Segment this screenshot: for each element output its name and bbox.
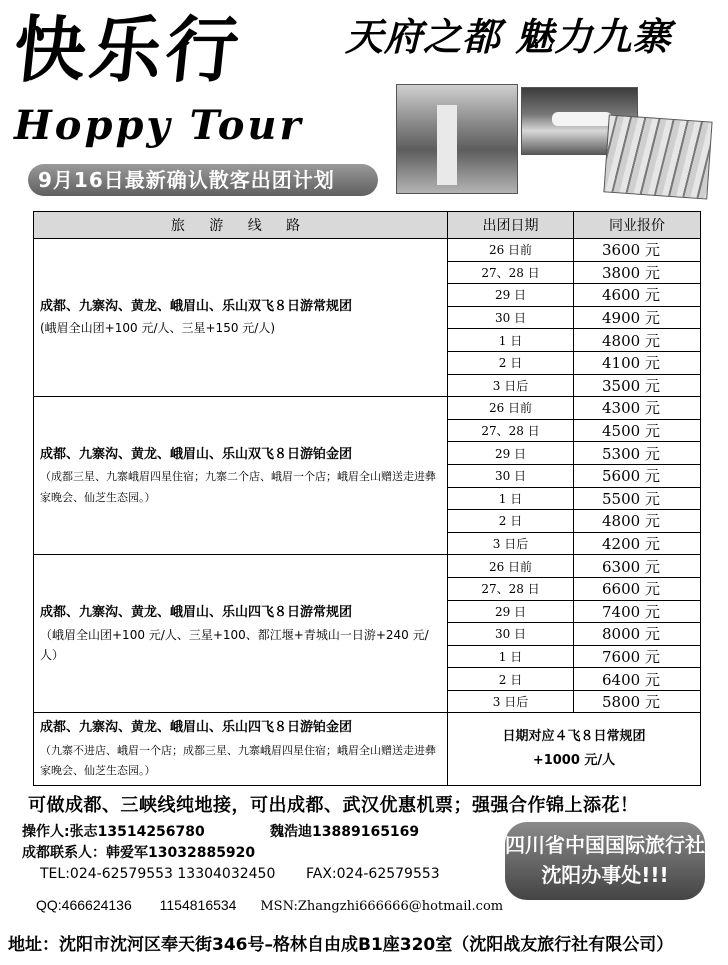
qq-number: QQ:466624136 xyxy=(36,897,132,913)
header-date: 出团日期 xyxy=(448,212,574,239)
price-cell: 3500 元 xyxy=(574,374,701,397)
route-cell xyxy=(34,713,448,785)
date-cell: 27、28 日 xyxy=(448,261,574,284)
route-name: 成都、九寨沟、黄龙、峨眉山、乐山双飞８日游常规团 xyxy=(40,299,353,315)
price-cell: 5600 元 xyxy=(574,464,701,487)
price-cell: 5300 元 xyxy=(574,442,701,465)
combined-price-cell xyxy=(448,713,701,785)
date-cell: 2 日 xyxy=(448,668,574,691)
price-cell: 4800 元 xyxy=(574,329,701,352)
operators-label: 操作人: xyxy=(22,824,70,840)
msn-address: MSN:Zhangzhi666666@hotmail.com xyxy=(260,899,504,914)
combined-price-line2: +1000 元/人 xyxy=(532,753,616,769)
date-cell: 26 日前 xyxy=(448,555,574,578)
price-cell: 6400 元 xyxy=(574,668,701,691)
date-cell: 1 日 xyxy=(448,487,574,510)
date-cell: 2 日 xyxy=(448,510,574,533)
date-cell: 1 日 xyxy=(448,645,574,668)
date-cell: 3 日后 xyxy=(448,690,574,713)
price-cell: 7600 元 xyxy=(574,645,701,668)
date-cell: 26 日前 xyxy=(448,397,574,420)
chengdu-contact: 成都联系人：韩爱军13032885920 xyxy=(22,845,256,861)
schedule-banner: 9月16日最新确认散客出团计划 xyxy=(28,164,378,196)
price-cell: 3600 元 xyxy=(574,239,701,262)
table-header-row xyxy=(34,212,701,239)
date-cell: 27、28 日 xyxy=(448,577,574,600)
header-route: 旅 游 线 路 xyxy=(34,212,448,239)
operator-2: 魏浩迪13889165169 xyxy=(270,824,420,840)
price-cell: 4600 元 xyxy=(574,284,701,307)
price-cell: 5800 元 xyxy=(574,690,701,713)
route-note: (峨眉全山团+100 元/人、三星+150 元/人) xyxy=(40,321,275,336)
header-price: 同业报价 xyxy=(574,212,701,239)
operators xyxy=(22,821,205,841)
price-cell: 8000 元 xyxy=(574,623,701,646)
price-cell: 4800 元 xyxy=(574,510,701,533)
date-cell: 3 日后 xyxy=(448,532,574,555)
table-row xyxy=(34,555,701,578)
route-name: 成都、九寨沟、黄龙、峨眉山、乐山四飞８日游常规团 xyxy=(40,605,353,621)
date-cell: 26 日前 xyxy=(448,239,574,262)
fax: FAX:024-62579553 xyxy=(306,866,440,882)
date-cell: 27、28 日 xyxy=(448,419,574,442)
telephone: TEL:024-62579553 13304032450 xyxy=(40,866,276,882)
date-cell: 30 日 xyxy=(448,464,574,487)
brand-title-english: Hoppy Tour xyxy=(14,102,304,149)
price-cell: 4200 元 xyxy=(574,532,701,555)
price-cell: 5500 元 xyxy=(574,487,701,510)
price-cell: 4100 元 xyxy=(574,351,701,374)
office-line-2: 沈阳办事处!!! xyxy=(541,863,669,887)
table-row xyxy=(34,397,701,420)
company-address: 地址：沈阳市沈河区奉天街346号–格林自由成B1座320室（沈阳战友旅行社有限公司） xyxy=(8,935,674,955)
cooperation-slogan: 可做成都、三峡线纯地接，可出成都、武汉优惠机票；强强合作锦上添花！ xyxy=(28,795,639,816)
date-cell: 2 日 xyxy=(448,351,574,374)
tour-slogan: 天府之都 魅力九寨 xyxy=(345,14,672,59)
price-cell: 4300 元 xyxy=(574,397,701,420)
date-cell: 29 日 xyxy=(448,442,574,465)
combined-price-line1: 日期对应４飞８日常规团 xyxy=(502,728,646,744)
scenery-photo-cliffs xyxy=(396,84,518,194)
route-name: 成都、九寨沟、黄龙、峨眉山、乐山双飞８日游铂金团 xyxy=(40,447,353,462)
date-cell: 29 日 xyxy=(448,600,574,623)
route-name: 成都、九寨沟、黄龙、峨眉山、乐山四飞８日游铂金团 xyxy=(40,720,353,736)
route-price-table xyxy=(33,211,701,786)
table-row xyxy=(34,713,701,785)
price-cell: 4500 元 xyxy=(574,419,701,442)
table-row xyxy=(34,239,701,262)
price-cell: 6600 元 xyxy=(574,577,701,600)
qq-number-2: 1154816534 xyxy=(159,897,237,913)
price-cell: 3800 元 xyxy=(574,261,701,284)
date-cell: 29 日 xyxy=(448,284,574,307)
date-cell: 30 日 xyxy=(448,623,574,646)
office-line-1: 四川省中国国际旅行社 xyxy=(505,833,705,857)
shenyang-office-badge xyxy=(505,822,705,900)
date-cell: 1 日 xyxy=(448,329,574,352)
route-note: （峨眉全山团+100 元/人、三星+100、都江堰+青城山一日游+240 元/人） xyxy=(40,627,429,662)
route-note: （九寨不进店、峨眉一个店；成都三星、九寨峨眉四星住宿；峨眉全山赠送走进彝家晚会、仙芝生态园。） xyxy=(40,743,436,778)
brand-title: 快乐行 xyxy=(9,7,247,92)
route-cell xyxy=(34,555,448,713)
price-cell: 7400 元 xyxy=(574,600,701,623)
route-cell xyxy=(34,239,448,397)
qq-line xyxy=(36,897,503,914)
scenery-photo-forest xyxy=(603,114,712,199)
route-note: （成都三星、九寨峨眉四星住宿；九寨二个店、峨眉一个店；峨眉全山赠送走进彝家晚会、仙芝生态园。） xyxy=(40,470,436,504)
operator-1: 张志13514256780 xyxy=(69,824,205,840)
date-cell: 3 日后 xyxy=(448,374,574,397)
date-cell: 30 日 xyxy=(448,306,574,329)
price-cell: 6300 元 xyxy=(574,555,701,578)
route-cell xyxy=(34,397,448,555)
price-cell: 4900 元 xyxy=(574,306,701,329)
